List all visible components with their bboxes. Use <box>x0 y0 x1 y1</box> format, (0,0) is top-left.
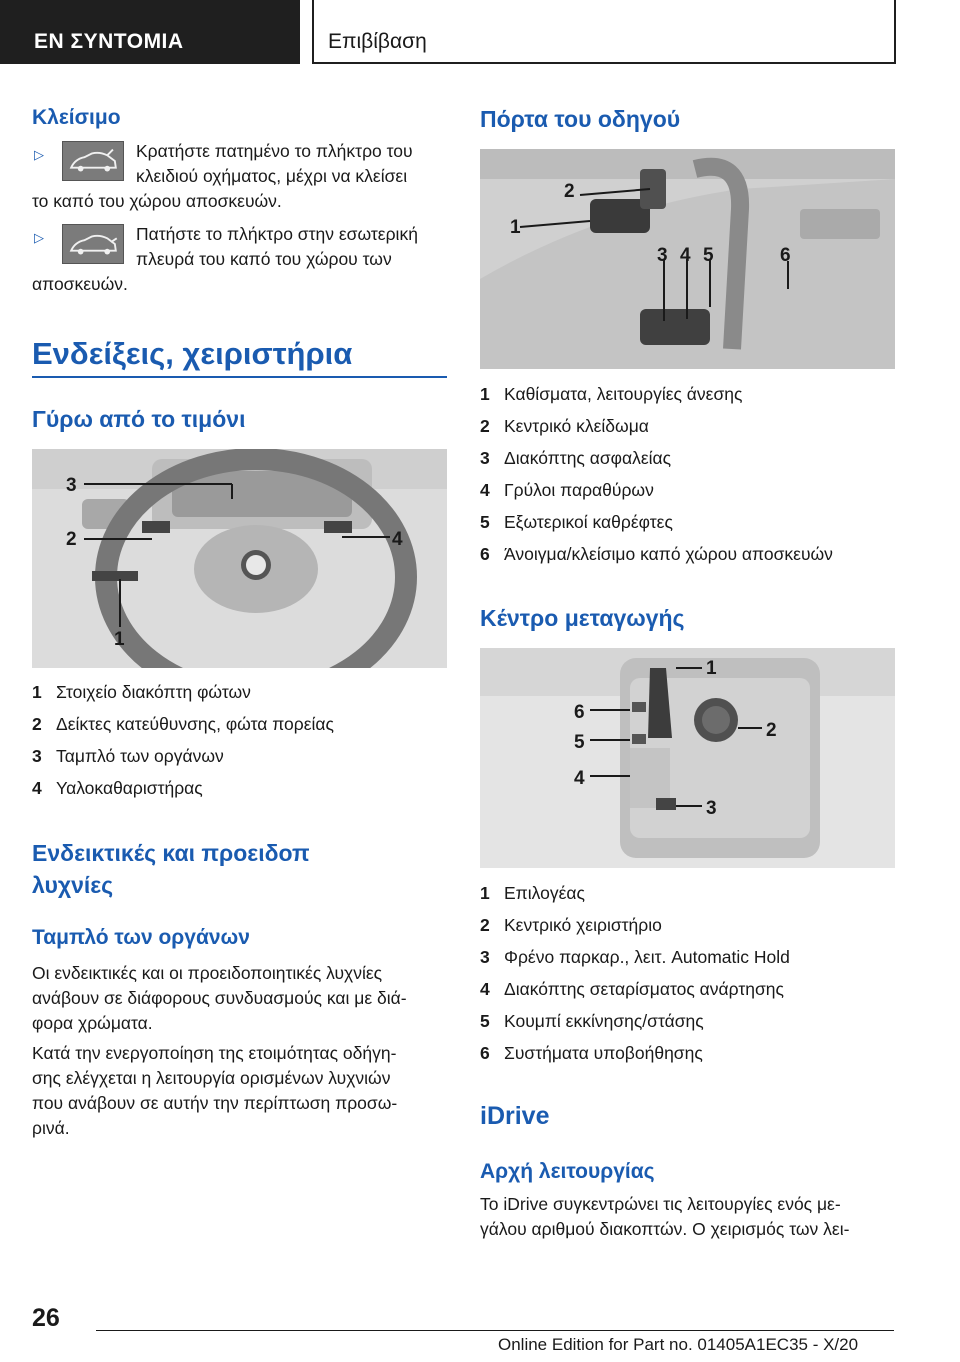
idrive-subtitle: Αρχή λειτουργίας <box>480 1160 655 1183</box>
console-callout-5: 5 <box>574 732 585 753</box>
displays-title-rule <box>32 376 447 378</box>
legend-row: 3 Διακόπτης ασφαλείας <box>480 448 672 468</box>
console-callout-3: 3 <box>706 798 717 819</box>
bullet-icon: ▷ <box>34 147 44 162</box>
lamps-para2-line3: που ανάβουν σε αυτήν την περίπτωση προσω- <box>32 1093 398 1113</box>
closing-title: Κλείσιμο <box>32 106 121 129</box>
legend-row: 5 Κουμπί εκκίνησης/στάσης <box>480 1011 704 1031</box>
lamps-para1-line3: φορα χρώματα. <box>32 1013 153 1033</box>
legend-row: 5 Εξωτερικοί καθρέφτες <box>480 512 673 532</box>
console-callout-6: 6 <box>574 702 585 723</box>
legend-row: 4 Γρύλοι παραθύρων <box>480 480 654 500</box>
footer-edition: Online Edition for Part no. 01405A1EC35 - X/20 <box>498 1335 859 1354</box>
center-console-image <box>480 648 895 868</box>
legend-row: 6 Συστήματα υποβοήθησης <box>480 1043 703 1063</box>
steering-title: Γύρω από το τιμόνι <box>32 406 246 432</box>
lamps-para2-line4: ρινά. <box>32 1118 70 1138</box>
console-callout-4: 4 <box>574 768 585 789</box>
legend-row: 4 Διακόπτης σεταρίσματος ανάρτησης <box>480 979 784 999</box>
idrive-para-line1: Το iDrive συγκεντρώνει τις λειτουργίες ενός με- <box>480 1194 841 1214</box>
door-callout-4: 4 <box>680 245 691 266</box>
legend-row: 2 Δείκτες κατεύθυνσης, φώτα πορείας <box>32 714 334 734</box>
driver-door-legend <box>480 384 833 576</box>
legend-row: 4 Υαλοκαθαριστήρας <box>32 778 203 798</box>
lamps-subtitle: Ταμπλό των οργάνων <box>32 926 250 949</box>
header-section-tab: ΕΝ ΣΥΝΤΟΜΙΑ <box>0 0 300 64</box>
lamps-para1-line1: Οι ενδεικτικές και οι προειδοποιητικές λυχνίες <box>32 963 383 983</box>
legend-row: 1 Καθίσματα, λειτουργίες άνεσης <box>480 384 743 404</box>
steering-callout-1: 1 <box>114 629 125 650</box>
legend-row: 1 Στοιχείο διακόπτη φώτων <box>32 682 251 702</box>
driver-door-image <box>480 149 895 369</box>
lamps-title-line2: λυχνίες <box>32 872 114 898</box>
steering-callout-4: 4 <box>392 529 403 550</box>
door-callout-3: 3 <box>657 245 668 266</box>
legend-row: 2 Κεντρικό κλείδωμα <box>480 416 649 436</box>
idrive-para-line2: γάλου αριθμού διακοπτών. Ο χειρισμός των λει- <box>480 1219 850 1239</box>
steering-wheel-image <box>32 449 447 668</box>
steering-legend <box>32 682 334 810</box>
legend-row: 1 Επιλογέας <box>480 883 585 903</box>
footer-rule <box>96 1330 894 1331</box>
displays-title: Ενδείξεις, χειριστήρια <box>32 336 353 371</box>
door-callout-6: 6 <box>780 245 791 266</box>
lamps-para2-line2: σης ελέγχεται η λειτουργία ορισμένων λυχνιών <box>32 1068 391 1088</box>
lamps-para2-line1: Κατά την ενεργοποίηση της ετοιμότητας οδήγη- <box>32 1043 397 1063</box>
closing-item1-line1: Κρατήστε πατημένο το πλήκτρο του <box>136 141 413 161</box>
steering-callout-2: 2 <box>66 529 77 550</box>
door-callout-1: 1 <box>510 217 521 238</box>
closing-item1-line2: κλειδιού οχήματος, μέχρι να κλείσει <box>136 166 408 186</box>
legend-row: 3 Ταμπλό των οργάνων <box>32 746 224 766</box>
bullet-icon: ▷ <box>34 230 44 245</box>
idrive-title: iDrive <box>480 1102 550 1130</box>
legend-row: 2 Κεντρικό χειριστήριο <box>480 915 662 935</box>
console-callout-1: 1 <box>706 658 717 679</box>
center-console-legend <box>480 883 790 1075</box>
steering-callout-3: 3 <box>66 475 77 496</box>
lamps-para1-line2: ανάβουν σε διάφορους συνδυασμούς και με διά- <box>32 988 407 1008</box>
console-callout-2: 2 <box>766 720 777 741</box>
door-callout-2: 2 <box>564 181 575 202</box>
page-number: 26 <box>32 1304 60 1332</box>
key-trunk-button-icon <box>62 141 124 181</box>
header-chapter-tab: Επιβίβαση <box>312 0 896 64</box>
trunk-inner-button-icon <box>62 224 124 264</box>
legend-row: 3 Φρένο παρκαρ., λειτ. Automatic Hold <box>480 947 790 967</box>
closing-item2-line3: αποσκευών. <box>32 274 128 294</box>
center-console-title: Κέντρο μεταγωγής <box>480 605 685 631</box>
door-callout-5: 5 <box>703 245 714 266</box>
closing-item2-line2: πλευρά του καπό του χώρου των <box>136 249 392 269</box>
driver-door-title: Πόρτα του οδηγού <box>480 106 681 132</box>
lamps-title-line1: Ενδεικτικές και προειδοπ <box>32 840 310 866</box>
closing-item1-line3: το καπό του χώρου αποσκευών. <box>32 191 282 211</box>
legend-row: 6 Άνοιγμα/κλείσιμο καπό χώρου αποσκευών <box>480 544 833 564</box>
closing-item2-line1: Πατήστε το πλήκτρο στην εσωτερική <box>136 224 418 244</box>
